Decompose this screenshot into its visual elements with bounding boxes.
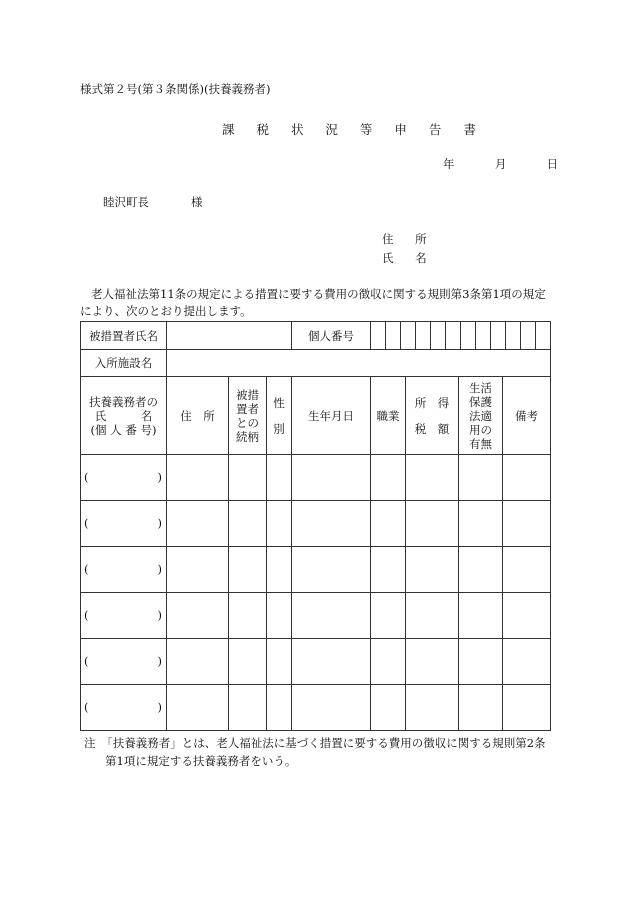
- table-cell[interactable]: [459, 639, 503, 685]
- paren-open: (: [84, 653, 89, 668]
- table-cell[interactable]: [406, 685, 459, 731]
- table-cell[interactable]: [229, 455, 267, 501]
- date-month-label: 月: [494, 157, 507, 171]
- table-cell[interactable]: [292, 593, 371, 639]
- table-cell[interactable]: [292, 547, 371, 593]
- header-birthdate: 生年月日: [292, 377, 371, 455]
- personal-number-digit-box[interactable]: [520, 322, 535, 349]
- addressee-honorific: 様: [191, 195, 203, 209]
- table-cell[interactable]: [229, 547, 267, 593]
- obligor-cell[interactable]: [81, 639, 167, 685]
- personal-number-digit-box[interactable]: [475, 322, 490, 349]
- table-cell[interactable]: [167, 685, 229, 731]
- table-cell[interactable]: [459, 593, 503, 639]
- table-cell[interactable]: [167, 639, 229, 685]
- header-welfare: 生活 保護 法適 用の 有無: [459, 377, 503, 455]
- table-cell[interactable]: [459, 685, 503, 731]
- table-cell[interactable]: [503, 639, 551, 685]
- table-cell[interactable]: [459, 547, 503, 593]
- paren-close: ): [157, 699, 162, 714]
- header-income-tax: 所 得 税 額: [406, 377, 459, 455]
- addressee-name: 睦沢町長: [103, 195, 149, 209]
- table-cell[interactable]: [267, 593, 292, 639]
- personal-number-digit-box[interactable]: [505, 322, 520, 349]
- table-cell[interactable]: [292, 455, 371, 501]
- date-day-label: 日: [546, 157, 559, 171]
- paren-close: ): [157, 469, 162, 484]
- personal-number-digit-box[interactable]: [490, 322, 505, 349]
- paren-open: (: [84, 607, 89, 622]
- obligor-cell[interactable]: [81, 547, 167, 593]
- personal-number-digit-box[interactable]: [445, 322, 460, 349]
- header-address: 住 所: [167, 377, 229, 455]
- personal-number-digit-box[interactable]: [460, 322, 475, 349]
- personal-number-parentheses: [81, 700, 166, 716]
- obligor-cell[interactable]: [81, 455, 167, 501]
- table-cell[interactable]: [459, 455, 503, 501]
- table-cell[interactable]: [371, 455, 406, 501]
- header-remarks: 備考: [503, 377, 551, 455]
- paren-open: (: [84, 469, 89, 484]
- personal-number-digit-box[interactable]: [415, 322, 430, 349]
- table-cell[interactable]: [267, 547, 292, 593]
- table-cell[interactable]: [229, 501, 267, 547]
- table-cell[interactable]: [292, 685, 371, 731]
- facility-field[interactable]: [167, 350, 551, 377]
- table-cell[interactable]: [503, 455, 551, 501]
- table-cell[interactable]: [459, 501, 503, 547]
- header-sex: 性 別: [267, 377, 292, 455]
- obligor-cell[interactable]: [81, 501, 167, 547]
- table-cell[interactable]: [229, 685, 267, 731]
- paren-close: ): [157, 653, 162, 668]
- personal-number-parentheses: [81, 654, 166, 670]
- form-label: 様式第２号(第３条関係)(扶養義務者): [80, 82, 271, 96]
- table-cell[interactable]: [503, 593, 551, 639]
- table-cell[interactable]: [406, 593, 459, 639]
- person-name-label: 被措置者氏名: [81, 322, 167, 350]
- table-cell[interactable]: [267, 501, 292, 547]
- paren-close: ): [157, 561, 162, 576]
- personal-number-digit-box[interactable]: [371, 322, 385, 349]
- table-cell[interactable]: [371, 593, 406, 639]
- footnote: [84, 734, 554, 770]
- obligor-cell[interactable]: [81, 593, 167, 639]
- facility-label: 入所施設名: [81, 350, 167, 377]
- body-text: 老人福祉法第11条の規定による措置に要する費用の徴収に関する規則第3条第1項の規定により、次のとおり提出します。: [80, 287, 546, 318]
- table-cell[interactable]: [406, 455, 459, 501]
- table-cell[interactable]: [371, 685, 406, 731]
- paren-close: ): [157, 515, 162, 530]
- table-cell[interactable]: [371, 639, 406, 685]
- table-cell[interactable]: [371, 547, 406, 593]
- table-cell[interactable]: [406, 501, 459, 547]
- document-title: 課 税 状 況 等 申 告 書: [222, 122, 485, 137]
- date-line: [443, 156, 558, 172]
- table-row: [81, 639, 551, 685]
- table-cell[interactable]: [503, 501, 551, 547]
- report-table: [80, 321, 551, 731]
- table-row: [81, 455, 551, 501]
- table-cell[interactable]: [267, 685, 292, 731]
- person-name-field[interactable]: [167, 322, 292, 350]
- table-cell[interactable]: [229, 593, 267, 639]
- header-occupation: 職業: [371, 377, 406, 455]
- personal-number-parentheses: [81, 608, 166, 624]
- personal-number-label: 個人番号: [292, 322, 371, 350]
- table-cell[interactable]: [292, 639, 371, 685]
- table-row: [81, 547, 551, 593]
- paren-close: ): [157, 607, 162, 622]
- personal-number-field[interactable]: [371, 322, 551, 350]
- date-year-label: 年: [443, 157, 455, 171]
- personal-number-digit-box[interactable]: [400, 322, 415, 349]
- personal-number-parentheses: [81, 516, 166, 532]
- table-cell[interactable]: [406, 547, 459, 593]
- table-row: [81, 501, 551, 547]
- personal-number-parentheses: [81, 470, 166, 486]
- paren-open: (: [84, 699, 89, 714]
- header-obligor: 扶養義務者の 氏 名 (個 人 番 号): [81, 377, 167, 455]
- table-cell[interactable]: [167, 547, 229, 593]
- header-relation: 被措 置者 との 続柄: [229, 377, 267, 455]
- personal-number-digit-box[interactable]: [535, 322, 550, 349]
- table-cell[interactable]: [371, 501, 406, 547]
- applicant-address-label: 住 所: [382, 232, 436, 246]
- personal-number-digit-box[interactable]: [430, 322, 445, 349]
- personal-number-digits: [371, 322, 550, 349]
- table-cell[interactable]: [167, 455, 229, 501]
- table-cell[interactable]: [406, 639, 459, 685]
- table-cell[interactable]: [267, 455, 292, 501]
- table-cell[interactable]: [292, 501, 371, 547]
- obligor-cell[interactable]: [81, 685, 167, 731]
- footnote-text: 注 「扶養義務者」とは、老人福祉法に基づく措置に要する費用の徴収に関する規則第2条第1項に規定する扶養義務者をいう。: [84, 736, 546, 768]
- table-cell[interactable]: [167, 501, 229, 547]
- personal-number-parentheses: [81, 562, 166, 578]
- personal-number-digit-box[interactable]: [385, 322, 400, 349]
- addressee: [103, 194, 203, 210]
- table-row: [81, 685, 551, 731]
- table-cell[interactable]: [503, 547, 551, 593]
- applicant-name-label: 氏 名: [382, 251, 436, 265]
- table-row: [81, 593, 551, 639]
- paren-open: (: [84, 515, 89, 530]
- table-cell[interactable]: [267, 639, 292, 685]
- table-cell[interactable]: [229, 639, 267, 685]
- table-cell[interactable]: [167, 593, 229, 639]
- table-cell[interactable]: [503, 685, 551, 731]
- paren-open: (: [84, 561, 89, 576]
